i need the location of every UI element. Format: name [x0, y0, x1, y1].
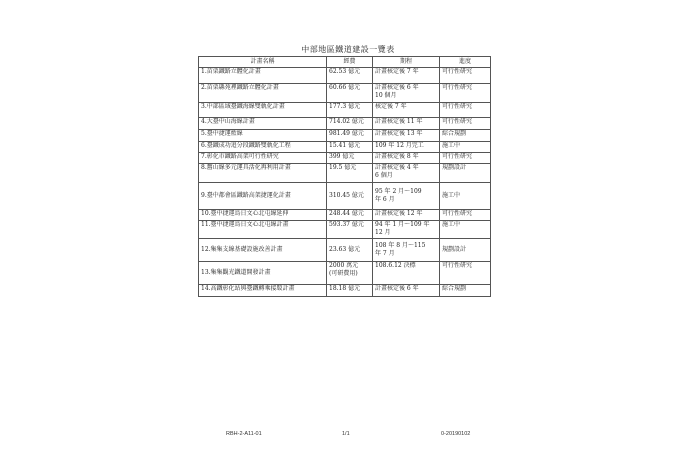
- project-progress: 綜合規劃: [440, 130, 491, 142]
- project-progress: 可行性研究: [440, 262, 491, 285]
- project-budget: 593.37 億元: [327, 221, 373, 239]
- project-name: 1.苗栗鐵路立體化計畫: [199, 68, 327, 84]
- column-header-schedule: 期程: [373, 57, 440, 68]
- project-schedule: 計畫核定後 7 年: [373, 68, 440, 84]
- project-progress: 施工中: [440, 183, 491, 210]
- project-schedule: 計畫核定後 8 年: [373, 153, 440, 164]
- project-name: 7.彰化市鐵路高架可行性研究: [199, 153, 327, 164]
- project-progress: 規劃設計: [440, 164, 491, 183]
- project-schedule: 核定後 7 年: [373, 103, 440, 118]
- project-budget: 18.18 億元: [327, 285, 373, 297]
- project-budget: 2000 萬元 (可研費用): [327, 262, 373, 285]
- project-schedule: 95 年 2 月～109 年 6 月: [373, 183, 440, 210]
- project-progress: 可行性研究: [440, 118, 491, 130]
- project-budget: 23.63 億元: [327, 239, 373, 262]
- column-header-progress: 進度: [440, 57, 491, 68]
- project-name: 4.大臺中山海線計畫: [199, 118, 327, 130]
- column-header-budget: 經費: [327, 57, 373, 68]
- footer-document-code: RBH-2-A11-01: [226, 431, 262, 437]
- table-row: [199, 118, 491, 130]
- project-name: 14.高鐵彰化站與臺鐵轉乘接駁計畫: [199, 285, 327, 297]
- table-row: [199, 103, 491, 118]
- table-row: [199, 285, 491, 297]
- table-row: [199, 68, 491, 84]
- table-row: [199, 130, 491, 142]
- footer-page-number: 1/1: [342, 431, 350, 437]
- project-name: 9.臺中都會區鐵路高架捷運化計畫: [199, 183, 327, 210]
- project-budget: 248.44 億元: [327, 210, 373, 221]
- project-schedule: 計畫核定後 6 年: [373, 285, 440, 297]
- table-row: [199, 210, 491, 221]
- project-schedule: 計畫核定後 13 年: [373, 130, 440, 142]
- project-progress: 可行性研究: [440, 210, 491, 221]
- project-budget: 714.02 億元: [327, 118, 373, 130]
- project-name: 12.集集支線基礎設施改善計畫: [199, 239, 327, 262]
- project-name: 5.臺中捷運藍線: [199, 130, 327, 142]
- project-schedule: 計畫核定後 4 年 6 個月: [373, 164, 440, 183]
- table-row: [199, 142, 491, 153]
- project-budget: 310.45 億元: [327, 183, 373, 210]
- project-budget: 981.49 億元: [327, 130, 373, 142]
- project-progress: 規劃設計: [440, 239, 491, 262]
- project-progress: 可行性研究: [440, 103, 491, 118]
- column-header-name: 計畫名稱: [199, 57, 327, 68]
- project-table: [198, 56, 491, 297]
- project-name: 6.臺鐵成功追分段鐵路雙軌化工程: [199, 142, 327, 153]
- document-title: 中部地區鐵道建設一覽表: [301, 45, 395, 54]
- project-schedule: 計畫核定後 12 年: [373, 210, 440, 221]
- footer-date-code: 0-20190102: [441, 431, 471, 437]
- project-name: 10.臺中捷運烏日文心北屯線延伸: [199, 210, 327, 221]
- project-budget: 15.41 億元: [327, 142, 373, 153]
- project-name: 11.臺中捷運烏日文心北屯線計畫: [199, 221, 327, 239]
- project-schedule: 108 年 8 月～115 年 7 月: [373, 239, 440, 262]
- project-name: 2.苗栗縣苑裡鐵路立體化計畫: [199, 84, 327, 103]
- project-budget: 399 億元: [327, 153, 373, 164]
- table-row: [199, 221, 491, 239]
- project-schedule: 計畫核定後 11 年: [373, 118, 440, 130]
- project-progress: 可行性研究: [440, 68, 491, 84]
- project-schedule: 109 年 12 月完工: [373, 142, 440, 153]
- project-schedule: 計畫核定後 6 年 10 個月: [373, 84, 440, 103]
- project-budget: 60.66 億元: [327, 84, 373, 103]
- table-row: [199, 84, 491, 103]
- project-schedule: 94 年 1 月～109 年 12 月: [373, 221, 440, 239]
- project-progress: 施工中: [440, 221, 491, 239]
- project-name: 3.中部區域臺鐵海線雙軌化計畫: [199, 103, 327, 118]
- table-row: [199, 239, 491, 262]
- project-progress: 可行性研究: [440, 84, 491, 103]
- table-row: [199, 153, 491, 164]
- project-progress: 綜合規劃: [440, 285, 491, 297]
- project-budget: 62.53 億元: [327, 68, 373, 84]
- project-budget: 19.5 億元: [327, 164, 373, 183]
- table-row: [199, 183, 491, 210]
- project-progress: 可行性研究: [440, 153, 491, 164]
- project-name: 13.集集觀光鐵道開發計畫: [199, 262, 327, 285]
- project-budget: 177.3 億元: [327, 103, 373, 118]
- table-header-row: [199, 57, 491, 68]
- project-progress: 施工中: [440, 142, 491, 153]
- project-schedule: 108.6.12 決標: [373, 262, 440, 285]
- table-row: [199, 262, 491, 285]
- project-name: 8.舊山線多元運具活化再利用計畫: [199, 164, 327, 183]
- table-row: [199, 164, 491, 183]
